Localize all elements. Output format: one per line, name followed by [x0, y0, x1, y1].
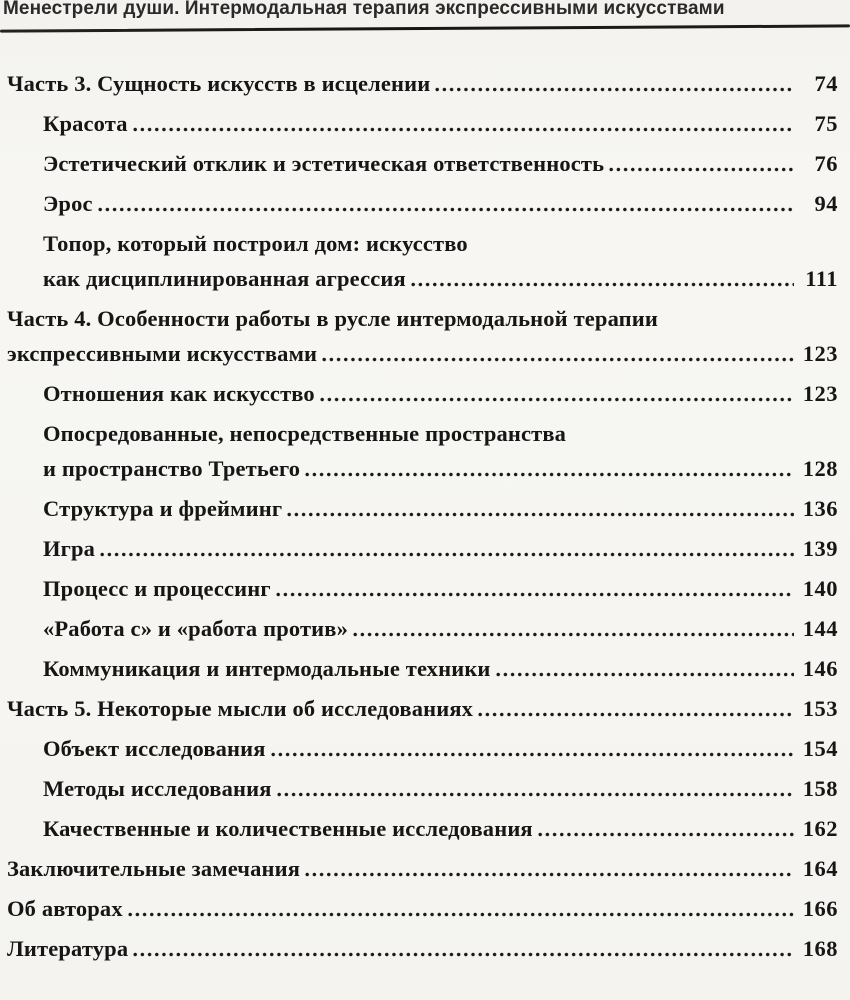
dot-leader — [98, 207, 794, 212]
toc-entry-page: 123 — [802, 341, 838, 367]
toc-entry-title: Топор, который построил дом: искусство — [43, 231, 468, 257]
toc-entry-row — [43, 381, 838, 407]
dot-leader — [305, 472, 794, 477]
toc-entry-page: 158 — [802, 776, 838, 802]
toc-entry — [7, 936, 838, 962]
dot-leader — [538, 832, 794, 837]
toc-entry-page: 111 — [805, 266, 838, 292]
dot-leader — [287, 512, 794, 517]
toc-entry-row — [7, 71, 838, 97]
toc-entry-title: Часть 5. Некоторые мысли об исследованиях — [7, 696, 474, 722]
toc-entry-title: Часть 4. Особенности работы в русле интермодальной терапии — [7, 306, 659, 332]
toc-entry-title: экспрессивными искусствами — [7, 341, 318, 367]
toc-entry — [7, 736, 838, 762]
toc-entry-title: Коммуникация и интермодальные техники — [43, 656, 491, 682]
dot-leader — [133, 952, 794, 957]
dot-leader — [353, 632, 794, 637]
dot-leader — [496, 672, 794, 677]
dot-leader — [478, 712, 794, 717]
dot-leader — [100, 552, 794, 557]
toc-entry-row — [43, 456, 838, 482]
toc-entry-row — [43, 536, 838, 562]
toc-entry-page: 74 — [814, 71, 838, 97]
dot-leader — [435, 87, 794, 92]
toc-entry-row — [7, 856, 838, 882]
toc-entry — [7, 71, 838, 97]
toc-entry — [7, 816, 838, 842]
toc-entry-page: 162 — [802, 816, 838, 842]
toc-entry-page: 123 — [802, 381, 838, 407]
toc-entry-page: 166 — [802, 896, 838, 922]
toc-entry-title: Об авторах — [7, 896, 123, 922]
toc-entry-row — [43, 191, 838, 217]
dot-leader — [133, 127, 794, 132]
toc-entry-row — [7, 341, 838, 367]
toc-entry-row — [7, 696, 838, 722]
dot-leader — [277, 792, 794, 797]
dot-leader — [271, 752, 794, 757]
toc-entry-row — [43, 111, 838, 137]
toc-entry-title: Заключительные замечания — [7, 856, 301, 882]
toc-entry-row — [43, 656, 838, 682]
toc-entry-row — [43, 421, 838, 447]
toc-entry-row — [43, 266, 838, 292]
dot-leader — [322, 357, 794, 362]
toc-entry-page: 146 — [802, 656, 838, 682]
toc-entry-title: Объект исследования — [43, 736, 266, 762]
running-header: Менестрели души. Интермодальная терапия экспрессивными искусствами — [3, 0, 725, 19]
toc-entry — [7, 191, 838, 217]
toc-entry-page: 144 — [802, 616, 838, 642]
toc-entry-page: 139 — [802, 536, 838, 562]
toc-entry-row — [43, 151, 838, 177]
dot-leader — [305, 872, 794, 877]
toc-entry-page: 128 — [802, 456, 838, 482]
toc-entry-page: 76 — [814, 151, 838, 177]
toc-entry-title: Отношения как искусство — [43, 381, 315, 407]
toc-entry — [7, 496, 838, 522]
toc-entry-row — [43, 576, 838, 602]
toc-entry-row — [43, 736, 838, 762]
toc-entry — [7, 111, 838, 137]
toc-list — [0, 30, 850, 962]
toc-entry — [7, 421, 838, 482]
toc-entry-title: Методы исследования — [43, 776, 272, 802]
toc-entry-title: Процесс и процессинг — [43, 576, 271, 602]
toc-entry — [7, 151, 838, 177]
toc-entry — [7, 306, 838, 367]
toc-entry-row — [43, 776, 838, 802]
toc-entry-row — [7, 936, 838, 962]
toc-entry — [7, 896, 838, 922]
toc-entry-page: 153 — [802, 696, 838, 722]
toc-entry-title: Игра — [43, 536, 96, 562]
toc-entry — [7, 656, 838, 682]
toc-entry-row — [43, 616, 838, 642]
toc-entry-title: как дисциплинированная агрессия — [43, 266, 406, 292]
toc-entry-page: 136 — [802, 496, 838, 522]
dot-leader — [411, 282, 794, 287]
toc-entry-page: 140 — [802, 576, 838, 602]
toc-entry — [7, 576, 838, 602]
toc-entry-row — [43, 231, 838, 257]
toc-entry-page: 75 — [814, 111, 838, 137]
toc-entry-title: Эстетический отклик и эстетическая ответственность — [43, 151, 605, 177]
toc-entry-title: Эрос — [43, 191, 93, 217]
toc-entry — [7, 856, 838, 882]
dot-leader — [276, 592, 794, 597]
toc-entry-title: Литература — [7, 936, 129, 962]
toc-entry-row — [7, 306, 838, 332]
toc-entry — [7, 696, 838, 722]
toc-entry — [7, 381, 838, 407]
toc-entry-page: 164 — [802, 856, 838, 882]
toc-entry — [7, 536, 838, 562]
dot-leader — [320, 397, 794, 402]
toc-entry-title: Часть 3. Сущность искусств в исцелении — [7, 71, 431, 97]
toc-entry-row — [43, 816, 838, 842]
toc-entry-row — [7, 896, 838, 922]
dot-leader — [128, 912, 794, 917]
toc-entry-title: Структура и фрейминг — [43, 496, 283, 522]
toc-entry — [7, 616, 838, 642]
toc-entry-title: Качественные и количественные исследования — [43, 816, 533, 842]
toc-entry-title: «Работа с» и «работа против» — [43, 616, 348, 642]
toc-entry-page: 94 — [814, 191, 838, 217]
toc-entry-title: и пространство Третьего — [43, 456, 301, 482]
toc-entry-title: Опосредованные, непосредственные пространства — [43, 421, 567, 447]
toc-entry — [7, 231, 838, 292]
toc-entry-row — [43, 496, 838, 522]
toc-entry-page: 168 — [802, 936, 838, 962]
dot-leader — [609, 167, 794, 172]
toc-entry — [7, 776, 838, 802]
toc-entry-title: Красота — [43, 111, 128, 137]
toc-entry-page: 154 — [802, 736, 838, 762]
